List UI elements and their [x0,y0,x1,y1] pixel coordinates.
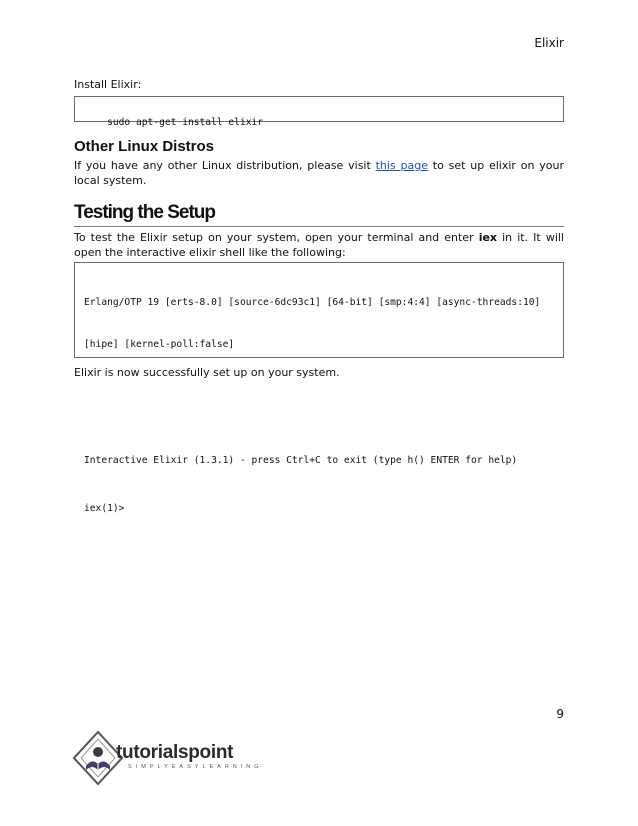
logo-wordmark: tutorialspoint [116,742,234,763]
other-distros-heading: Other Linux Distros [74,138,215,155]
other-distros-text-before: If you have any other Linux distribution, please visit [74,159,376,172]
running-header-title: Elixir [534,36,564,50]
this-page-link[interactable]: this page [375,159,428,172]
closing-paragraph: Elixir is now successfully set up on your system. [74,366,340,379]
iex-bold: iex [478,231,498,244]
install-code-block [74,96,564,128]
terminal-line: iex(1)> [84,503,125,514]
testing-paragraph [74,230,564,260]
other-distros-text-after: to set up elixir on your local system. [74,159,564,187]
terminal-line: Interactive Elixir (1.3.1) - press Ctrl+C to exit (type h() ENTER for help) [84,455,518,466]
terminal-line [84,380,554,394]
testing-text-after: in it. It will open the interactive elixir shell like the following: [74,231,564,259]
tutorialspoint-logo [72,728,262,788]
page-number: 9 [556,707,564,721]
terminal-line: Erlang/OTP 19 [erts-8.0] [source-6dc93c1] [64-bit] [smp:4:4] [async-threads:10] [84,297,541,308]
install-command: sudo apt-get install elixir [107,117,264,128]
other-distros-paragraph [74,158,564,188]
testing-heading: Testing the Setup [74,202,564,227]
install-label: Install Elixir: [74,78,142,91]
logo-tagline: SIMPLYEASYLEARNING [128,764,263,770]
testing-text-before: To test the Elixir setup on your system, open your terminal and enter [74,231,479,244]
terminal-line [84,422,554,426]
terminal-line: [hipe] [kernel-poll:false] [84,339,235,350]
